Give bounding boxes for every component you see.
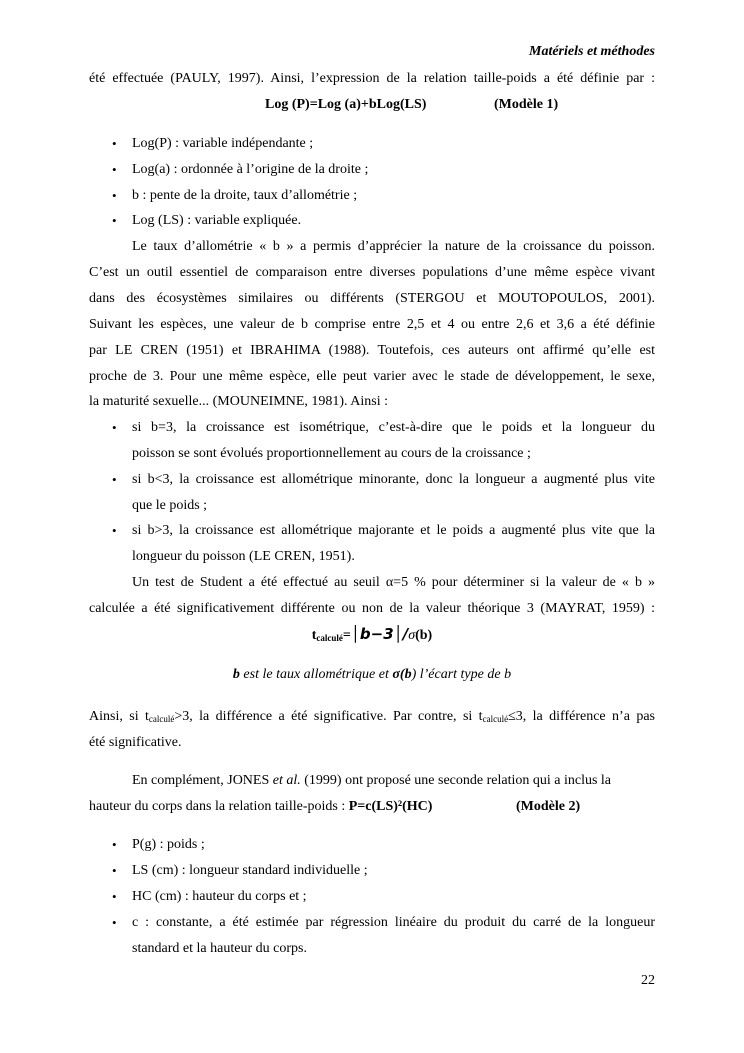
paragraph-line: calculée a été significativement différente ou non de la valeur théorique 3 (MAYRAT, 1959) : [89, 601, 655, 616]
paragraph-line: dans des écosystèmes similaires ou différents (STERGOU et MOUTOPOULOS, 2001). [89, 291, 655, 306]
bullet-icon: • [112, 889, 117, 904]
paragraph-line: par LE CREN (1951) et IBRAHIMA (1988). Toutefois, ces auteurs ont affirmé qu’elle est [89, 343, 655, 358]
list-item-continuation: que le poids ; [132, 498, 208, 513]
paragraph-line: Suivant les espèces, une valeur de b comprise entre 2,5 et 4 ou entre 2,6 et 3,6 a été définie [89, 317, 655, 332]
model-2-formula: P=c(LS)²(HC) [348, 799, 433, 814]
bullet-icon: • [112, 915, 117, 930]
paragraph-line: été significative. [89, 735, 182, 750]
list-item-continuation: poisson se sont évolués proportionnellement au cours de la croissance ; [132, 446, 531, 461]
model-1-label: (Modèle 1) [494, 97, 559, 112]
list-item: Log(a) : ordonnée à l’origine de la droite ; [132, 162, 369, 177]
paragraph-line: Un test de Student a été effectué au seuil α=5 % pour déterminer si la valeur de « b » [132, 575, 655, 590]
paragraph-line: Le taux d’allométrie « b » a permis d’apprécier la nature de la croissance du poisson. [132, 239, 655, 254]
model-2-label: (Modèle 2) [516, 799, 581, 814]
list-item-continuation: standard et la hauteur du corps. [132, 941, 307, 956]
list-item: c : constante, a été estimée par régression linéaire du produit du carré de la longueur [132, 915, 655, 930]
list-item: LS (cm) : longueur standard individuelle ; [132, 863, 368, 878]
model-1-formula: Log (P)=Log (a)+bLog(LS) [265, 97, 427, 112]
paragraph-line: Ainsi, si tcalculé>3, la différence a été significative. Par contre, si tcalculé≤3, la différence n’a pas [89, 709, 655, 724]
paragraph-line: C’est un outil essentiel de comparaison entre diverses populations d’une même espèce vivant [89, 265, 655, 280]
paragraph-line: hauteur du corps dans la relation taille-poids : P=c(LS)²(HC) [89, 799, 433, 814]
bullet-icon: • [112, 162, 117, 177]
paragraph-line: la maturité sexuelle... (MOUNEIMNE, 1981). Ainsi : [89, 394, 389, 409]
list-item: si b=3, la croissance est isométrique, c’est-à-dire que le poids et la longueur du [132, 420, 655, 435]
bullet-icon: • [112, 213, 117, 228]
bullet-icon: • [112, 523, 117, 538]
bullet-icon: • [112, 863, 117, 878]
list-item: si b<3, la croissance est allométrique minorante, donc la longueur a augmenté plus vite [132, 472, 655, 487]
formula-caption: b est le taux allométrique et σ(b) l’écart type de b [232, 667, 512, 682]
bullet-icon: • [112, 420, 117, 435]
list-item: b : pente de la droite, taux d’allométrie ; [132, 188, 358, 203]
bullet-icon: • [112, 837, 117, 852]
list-item: si b>3, la croissance est allométrique majorante et le poids a augmenté plus vite que la [132, 523, 655, 538]
list-item: HC (cm) : hauteur du corps et ; [132, 889, 307, 904]
list-item-continuation: longueur du poisson (LE CREN, 1951). [132, 549, 355, 564]
list-item: Log(P) : variable indépendante ; [132, 136, 314, 151]
student-test-formula: $t_{calculé}=│b-3│/\sigma(b)$ [311, 625, 433, 643]
paragraph-line: En complément, JONES et al. (1999) ont proposé une seconde relation qui a inclus la [132, 773, 612, 788]
bullet-icon: • [112, 472, 117, 487]
list-item: Log (LS) : variable expliquée. [132, 213, 302, 228]
paragraph-line: été effectuée (PAULY, 1997). Ainsi, l’expression de la relation taille-poids a été définie par : [89, 71, 655, 86]
page-number: 22 [641, 973, 655, 988]
bullet-icon: • [112, 136, 117, 151]
list-item: P(g) : poids ; [132, 837, 205, 852]
bullet-icon: • [112, 188, 117, 203]
paragraph-line: proche de 3. Pour une même espèce, elle peut varier avec le stade de développement, le sexe, [89, 369, 655, 384]
running-header: Matériels et méthodes [529, 44, 655, 59]
